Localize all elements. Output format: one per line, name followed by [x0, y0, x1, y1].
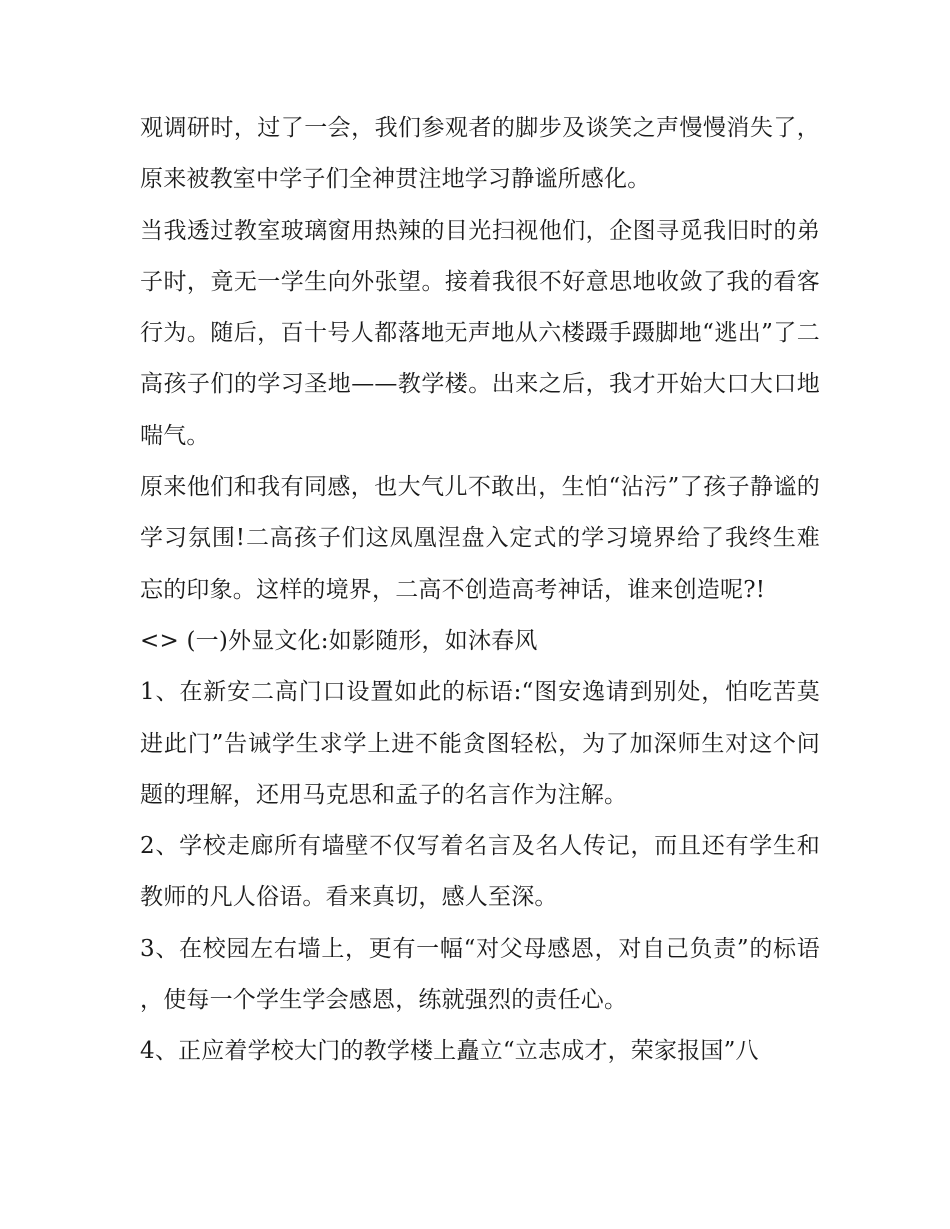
section-heading-external-culture: <> (一)外显文化:如影随形，如沐春风 [140, 627, 538, 654]
list-item-3-gratitude-slogan: 3、在校园左右墙上，更有一幅“对父母感恩，对自己负责”的标语，使每一个学生学会感恩，练就强烈的责任心。 [140, 935, 820, 1014]
list-item-4-building-slogan: 4、正应着学校大门的教学楼上矗立“立志成才，荣家报国”八 [140, 1038, 759, 1065]
list-item-1-gate-slogan: 1、在新安二高门口设置如此的标语:“图安逸请到别处，怕吃苦莫进此门”告诫学生求学上进不能贪图轻松，为了加深师生对这个问题的理解，还用马克思和孟子的名言作为注解。 [140, 679, 820, 808]
document-body [140, 103, 820, 1078]
paragraph-shared-feeling: 原来他们和我有同感，也大气儿不敢出，生怕“沾污”了孩子静谧的学习氛围!二高孩子们这凤凰涅盘入定式的学习境界给了我终生难忘的印象。这样的境界，二高不创造高考神话，谁来创造呢?! [140, 474, 820, 603]
paragraph-classroom-visit: 观调研时，过了一会，我们参观者的脚步及谈笑之声慢慢消失了，原来被教室中学子们全神贯注地学习静谧所感化。 [140, 115, 820, 193]
list-item-2-corridor-walls: 2、学校走廊所有墙壁不仅写着名言及名人传记，而且还有学生和教师的凡人俗语。看来真切，感人至深。 [140, 833, 820, 911]
paragraph-leaving-building: 当我透过教室玻璃窗用热辣的目光扫视他们，企图寻觅我旧时的弟子时，竟无一学生向外张望。接着我很不好意思地收敛了我的看客行为。随后，百十号人都落地无声地从六楼蹑手蹑脚地“逃出”了二高孩子们的学习圣地——教学楼。出来之后，我才开始大口大口地喘气。 [140, 217, 820, 449]
